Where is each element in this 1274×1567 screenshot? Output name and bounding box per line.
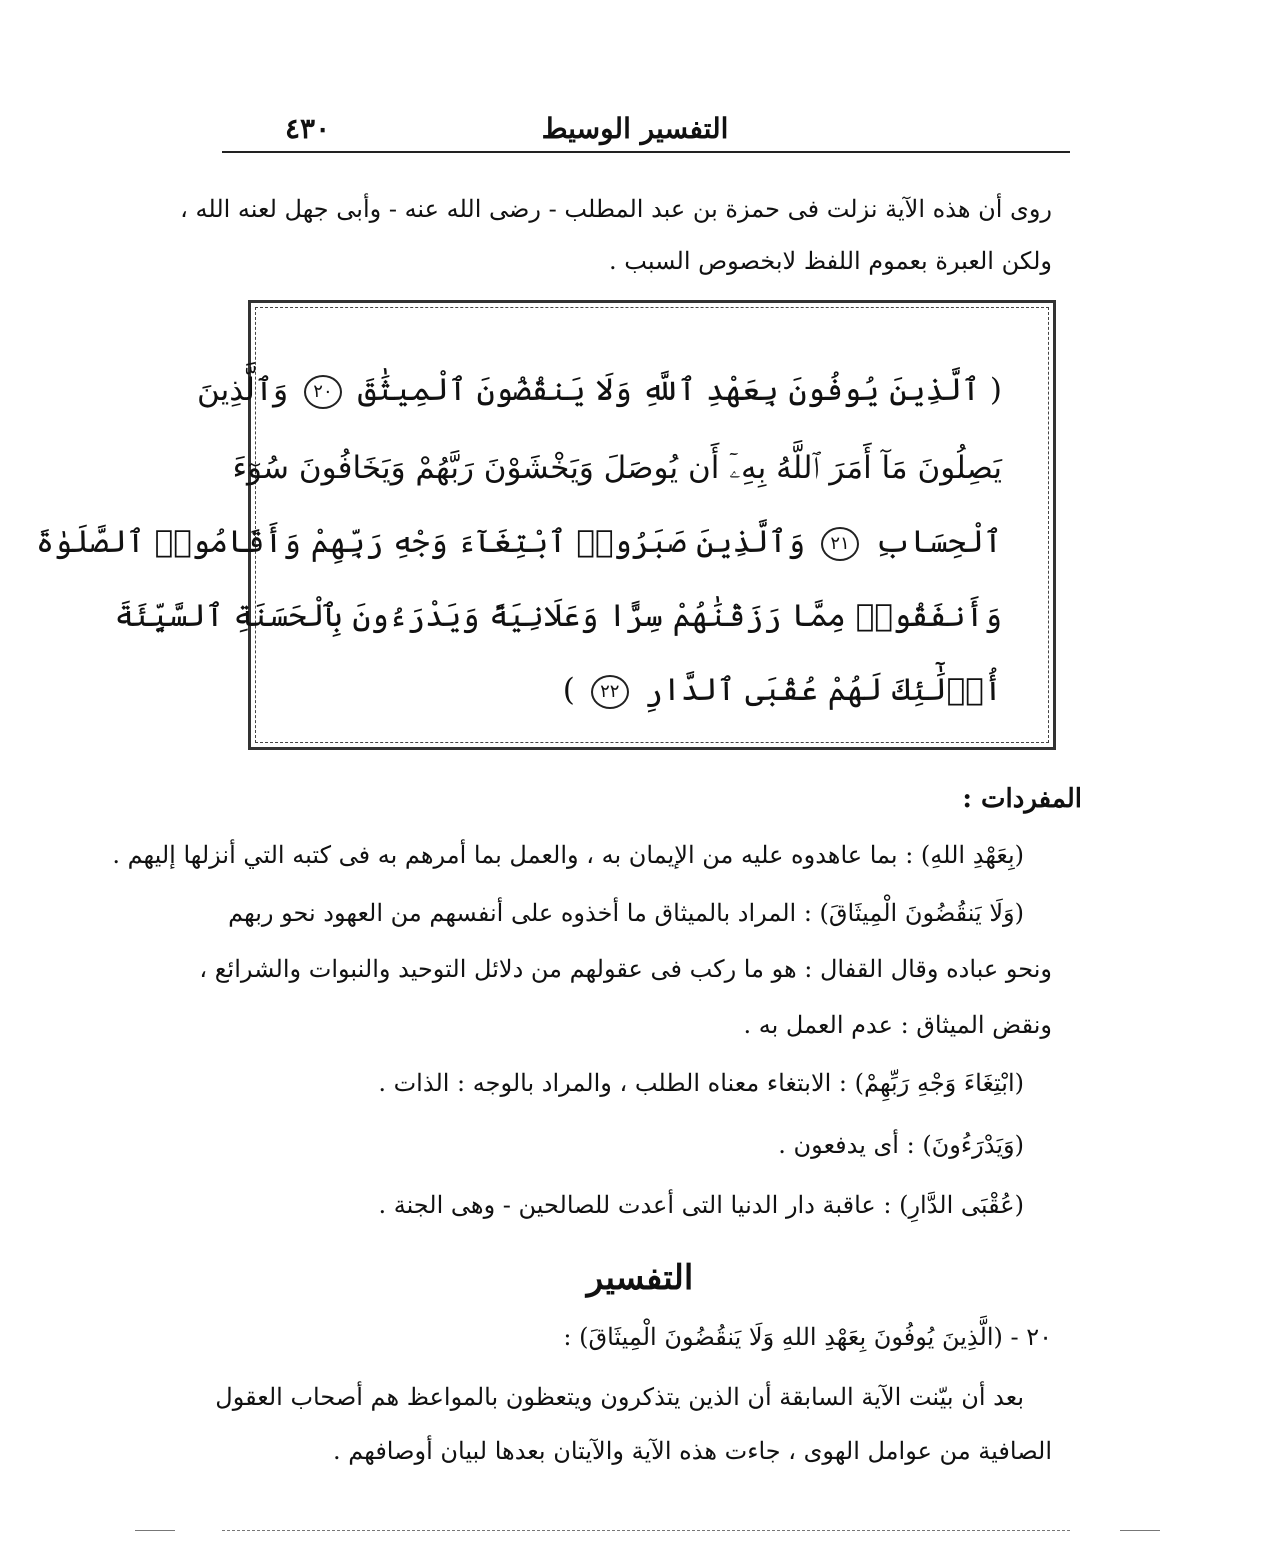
verse-text-after: وَٱلَّذِينَ صَبَرُوا۟ ٱبْتِغَآءَ وَجْهِ رَبِّهِمْ وَأَقَامُوا۟ ٱلصَّلَوٰةَ — [35, 524, 806, 560]
vocab-line-1: (بِعَهْدِ اللهِ) : بما عاهدوه عليه من الإيمان به ، والعمل بما أمرهم به فى كتبه التي أنزلها إليهم . — [112, 841, 1024, 869]
bottom-rule-right — [1120, 1530, 1160, 1531]
vocab-line-6: (وَيَدْرَءُونَ) : أى يدفعون . — [778, 1131, 1024, 1159]
tafsir-line-1: بعد أن بيّنت الآية السابقة أن الذين يتذكرون ويتعظون بالمواعظ هم أصحاب العقول — [215, 1383, 1024, 1411]
verse-text-after: وَٱلَّذِينَ — [197, 372, 289, 408]
ayah-number-icon: ٢٢ — [591, 675, 629, 709]
verse-line-3 — [35, 514, 1002, 570]
verse-text: يَصِلُونَ مَآ أَمَرَ ٱللَّهُ بِهِۦٓ أَن يُوصَلَ وَيَخْشَوْنَ رَبَّهُمْ وَيَخَافُونَ سُوٓءَ — [232, 450, 1002, 486]
tafsir-heading: التفسير — [586, 1258, 694, 1298]
verse-text: ٱلْحِسَابِ — [874, 524, 1002, 560]
tafsir-line-2: الصافية من عوامل الهوى ، جاءت هذه الآية والآيتان بعدها لبيان أوصافهم . — [333, 1437, 1052, 1465]
ayah-number-icon: ٢٠ — [304, 375, 342, 409]
verse-line-4 — [114, 588, 1002, 644]
vocab-line-5: (ابْتِغَاءَ وَجْهِ رَبِّهِمْ) : الابتغاء معناه الطلب ، والمراد بالوجه : الذات . — [378, 1069, 1024, 1097]
bottom-rule-left — [135, 1530, 175, 1531]
verse-text: أُو۟لَٰٓئِكَ لَهُمْ عُقْبَى ٱلدَّارِ — [644, 672, 1002, 708]
page-number: ٤٣٠ — [285, 112, 331, 145]
vocab-line-7: (عُقْبَى الدَّارِ) : عاقبة دار الدنيا التى أعدت للصالحين - وهى الجنة . — [378, 1191, 1024, 1219]
verse-line-1 — [197, 362, 1002, 418]
vocab-line-3: ونحو عباده وقال القفال : هو ما ركب فى عقولهم من دلائل التوحيد والنبوات والشرائع ، — [199, 955, 1052, 983]
vocab-line-4: ونقض الميثاق : عدم العمل به . — [743, 1011, 1052, 1039]
vocabulary-heading: المفردات : — [962, 784, 1082, 814]
verse-text-after: ) — [562, 672, 575, 708]
verse-text: وَأَنفَقُوا۟ مِمَّا رَزَقْنَٰهُمْ سِرًّا وَعَلَانِيَةً وَيَدْرَءُونَ بِٱلْحَسَنَةِ ٱلسَّيِّئَةَ — [114, 598, 1002, 634]
bottom-rule — [222, 1530, 1070, 1531]
tafsir-verse-reference: ٢٠ - (الَّذِينَ يُوفُونَ بِعَهْدِ اللهِ وَلَا يَنقُضُونَ الْمِيثَاقَ) : — [563, 1323, 1052, 1351]
header-rule — [222, 151, 1070, 153]
intro-line-1: روى أن هذه الآية نزلت فى حمزة بن عبد المطلب - رضى الله عنه - وأبى جهل لعنه الله ، — [180, 195, 1052, 223]
running-title: التفسير الوسيط — [541, 112, 729, 145]
intro-line-2: ولكن العبرة بعموم اللفظ لابخصوص السبب . — [609, 247, 1052, 275]
verse-line-5 — [242, 662, 1002, 718]
verse-text: ( ٱلَّذِينَ يُوفُونَ بِعَهْدِ ٱللَّهِ وَلَا يَنقُضُونَ ٱلْمِيثَٰقَ — [357, 372, 1002, 408]
vocab-line-2: (وَلَا يَنقُضُونَ الْمِيثَاقَ) : المراد بالميثاق ما أخذوه على أنفسهم من العهود نحو ربهم — [228, 899, 1024, 927]
verse-line-2 — [232, 440, 1002, 496]
ayah-number-icon: ٢١ — [821, 527, 859, 561]
